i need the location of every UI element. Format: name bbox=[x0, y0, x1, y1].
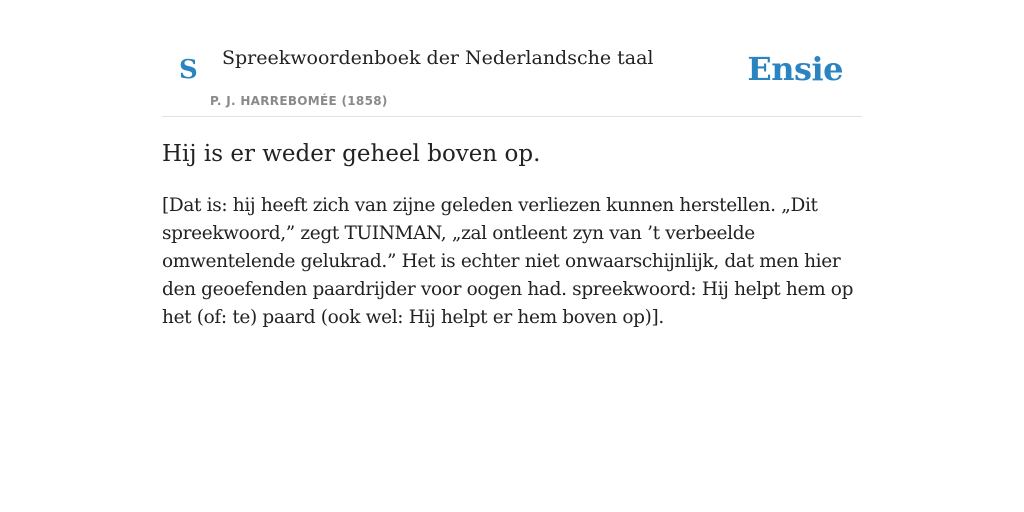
book-title[interactable]: Spreekwoordenboek der Nederlandsche taal bbox=[222, 47, 654, 69]
book-author: P. J. HARREBOMÉE (1858) bbox=[210, 94, 388, 108]
entry-body: [Dat is: hij heeft zich van zijne geleden verliezen kunnen herstellen. „Dit spreekwoord,” zegt TUINMAN, „zal ontleent zyn van ’t verbeelde omwentelende gelukrad.” Het is echter niet onwaarschijnlijk, dat men hier den geoefenden paardrijder voor oogen had. spreekwoord: Hij helpt hem op het (of: te) paard (ook wel: Hij helpt er hem boven op)]. bbox=[162, 195, 854, 328]
ensie-logo[interactable]: Ensie bbox=[747, 50, 843, 88]
letter-index-link[interactable]: S bbox=[179, 55, 198, 85]
header bbox=[162, 0, 862, 117]
entry-title: Hij is er weder geheel boven op. bbox=[162, 141, 541, 167]
